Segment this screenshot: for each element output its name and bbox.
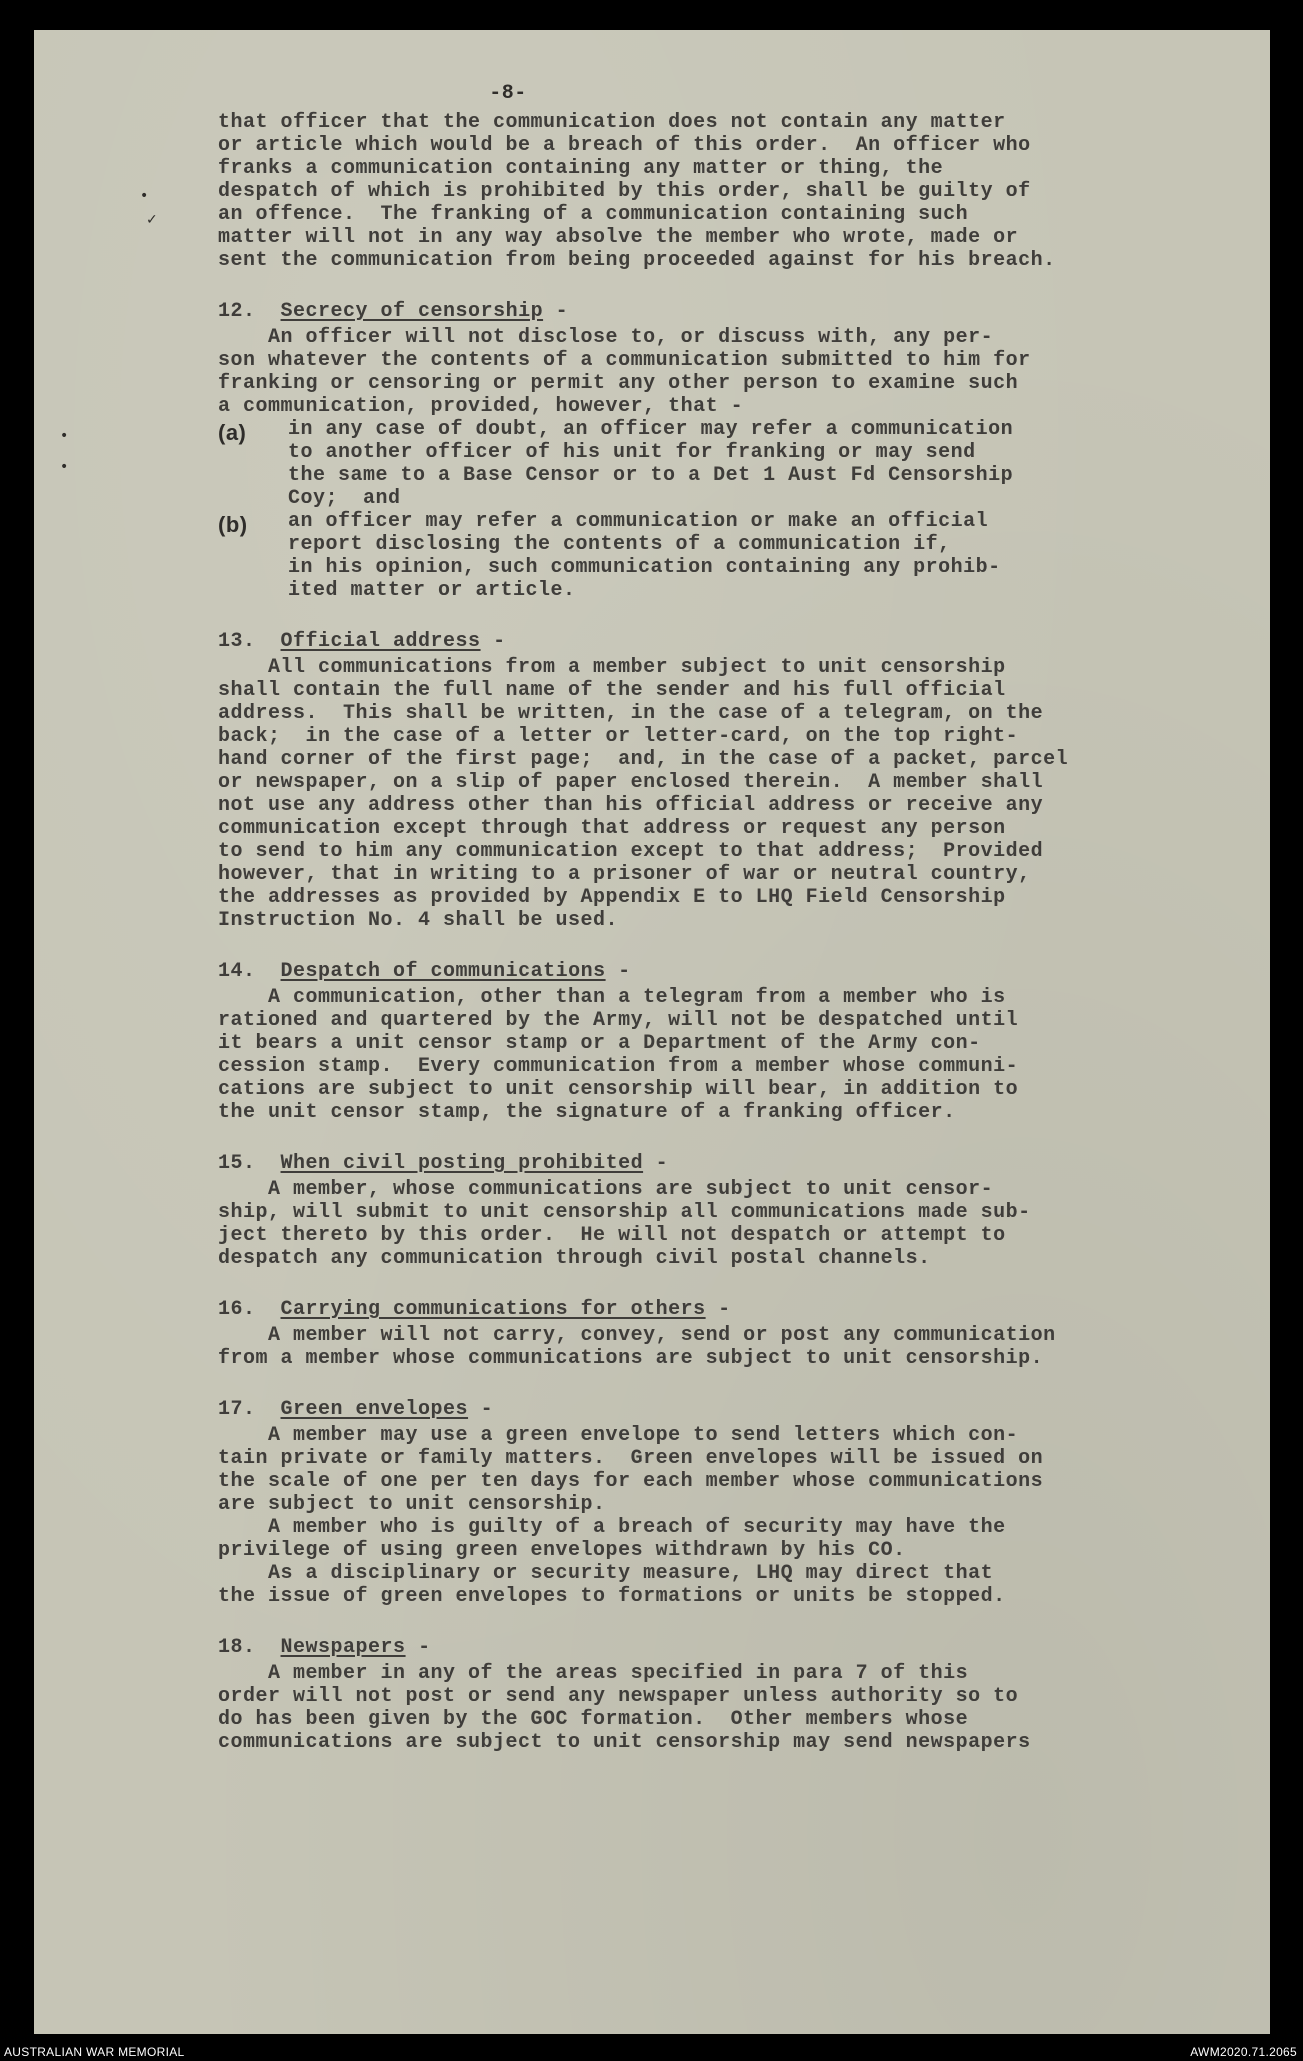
section-title-dash: - <box>405 1636 431 1659</box>
section-heading <box>218 960 1218 983</box>
text-line: ship, will submit to unit censorship all communications made sub- <box>218 1201 1031 1224</box>
section-number: 18. <box>218 1636 256 1659</box>
spacer <box>256 1636 281 1659</box>
spacer <box>256 960 281 983</box>
text-line: do has been given by the GOC formation. Other members whose <box>218 1708 969 1731</box>
section-title-dash: - <box>543 300 569 323</box>
text-line: franks a communication containing any matter or thing, the <box>218 157 944 180</box>
text-line: tain private or family matters. Green envelopes will be issued on <box>218 1447 1044 1470</box>
punch-hole-mark: • <box>60 428 69 444</box>
text-line: that officer that the communication does not contain any matter <box>218 111 1006 134</box>
text-line: son whatever the contents of a communication submitted to him for <box>218 349 1031 372</box>
text-line: the scale of one per ten days for each member whose communications <box>218 1470 1044 1493</box>
text-line: it bears a unit censor stamp or a Department of the Army con- <box>218 1032 981 1055</box>
text-line: the addresses as provided by Appendix E to LHQ Field Censorship <box>218 886 1006 909</box>
section-title-dash: - <box>468 1398 494 1421</box>
footer-reference: AWM2020.71.2065 <box>1190 2045 1297 2059</box>
section-title: Green envelopes <box>280 1398 469 1421</box>
section-title: Despatch of communications <box>280 960 606 983</box>
spacer <box>256 1152 281 1175</box>
text-line: A member will not carry, convey, send or post any communication <box>218 1324 1056 1347</box>
section-16 <box>218 1298 1218 1370</box>
text-line: franking or censoring or permit any other person to examine such <box>218 372 1019 395</box>
text-line: to send to him any communication except to that address; Provided <box>218 840 1044 863</box>
text-line: All communications from a member subject to unit censorship <box>218 656 1006 679</box>
section-title: Carrying communications for others <box>280 1298 706 1321</box>
text-line: an officer may refer a communication or make an official <box>288 510 989 533</box>
text-line: back; in the case of a letter or letter-card, on the top right- <box>218 725 1019 748</box>
text-line: A communication, other than a telegram from a member who is <box>218 986 1006 1009</box>
text-line: in any case of doubt, an officer may refer a communication <box>288 418 1014 441</box>
text-line: A member who is guilty of a breach of security may have the <box>218 1516 1006 1539</box>
text-line: A member may use a green envelope to send letters which con- <box>218 1424 1019 1447</box>
text-line: An officer will not disclose to, or discuss with, any per- <box>218 326 994 349</box>
sub-item <box>218 418 1218 510</box>
section-number: 15. <box>218 1152 256 1175</box>
section-15 <box>218 1152 1218 1270</box>
section-number: 13. <box>218 630 256 653</box>
text-line: report disclosing the contents of a communication if, <box>288 533 951 556</box>
section-17 <box>218 1398 1218 1608</box>
section-heading <box>218 300 1218 323</box>
text-line: an offence. The franking of a communication containing such <box>218 203 969 226</box>
section-title: Newspapers <box>280 1636 406 1659</box>
text-line: a communication, provided, however, that - <box>218 395 744 418</box>
section-title-dash: - <box>605 960 631 983</box>
section-heading <box>218 1298 1218 1321</box>
text-line: cession stamp. Every communication from a member whose communi- <box>218 1055 1019 1078</box>
section-number: 17. <box>218 1398 256 1421</box>
spacer <box>256 630 281 653</box>
text-line: cations are subject to unit censorship will bear, in addition to <box>218 1078 1019 1101</box>
sub-item-label: (b) <box>218 512 248 537</box>
punch-hole-mark: • <box>60 459 69 475</box>
sections-container <box>218 300 1218 1754</box>
section-heading <box>218 1636 1218 1659</box>
spacer <box>256 300 281 323</box>
text-line: not use any address other than his official address or receive any <box>218 794 1044 817</box>
text-line: address. This shall be written, in the case of a telegram, on the <box>218 702 1044 725</box>
text-line: sent the communication from being proceeded against for his breach. <box>218 249 1056 272</box>
text-line: despatch of which is prohibited by this order, shall be guilty of <box>218 180 1031 203</box>
page-number: -8- <box>489 82 527 105</box>
footer-bar <box>0 2044 1303 2061</box>
text-line: the unit censor stamp, the signature of a franking officer. <box>218 1101 956 1124</box>
section-heading <box>218 630 1218 653</box>
text-line: ited matter or article. <box>288 579 576 602</box>
sub-item <box>218 510 1218 602</box>
text-line: As a disciplinary or security measure, LHQ may direct that <box>218 1562 994 1585</box>
text-line: are subject to unit censorship. <box>218 1493 606 1516</box>
text-line: despatch any communication through civil postal channels. <box>218 1247 931 1270</box>
footer-credit: AUSTRALIAN WAR MEMORIAL <box>4 2045 185 2059</box>
section-number: 12. <box>218 300 256 323</box>
text-line: ject thereto by this order. He will not despatch or attempt to <box>218 1224 1006 1247</box>
intro-paragraph <box>218 111 1218 272</box>
section-heading <box>218 1398 1218 1421</box>
document-body <box>218 82 1218 1754</box>
section-heading <box>218 1152 1218 1175</box>
text-line: communications are subject to unit censorship may send newspapers <box>218 1731 1031 1754</box>
text-line: Coy; and <box>288 487 401 510</box>
punch-hole-mark: • <box>140 188 149 204</box>
text-line: matter will not in any way absolve the member who wrote, made or <box>218 226 1019 249</box>
section-title: When civil posting prohibited <box>280 1152 644 1175</box>
section-title: Official address <box>280 630 481 653</box>
text-line: A member in any of the areas specified in para 7 of this <box>218 1662 969 1685</box>
section-title-dash: - <box>643 1152 669 1175</box>
text-line: hand corner of the first page; and, in the case of a packet, parcel <box>218 748 1069 771</box>
text-line: to another officer of his unit for franking or may send <box>288 441 976 464</box>
section-number: 16. <box>218 1298 256 1321</box>
section-18 <box>218 1636 1218 1754</box>
text-line: in his opinion, such communication containing any prohib- <box>288 556 1001 579</box>
text-line: rationed and quartered by the Army, will not be despatched until <box>218 1009 1019 1032</box>
text-line: the issue of green envelopes to formations or units be stopped. <box>218 1585 1006 1608</box>
section-12 <box>218 300 1218 602</box>
spacer <box>256 1298 281 1321</box>
text-line: order will not post or send any newspaper unless authority so to <box>218 1685 1019 1708</box>
text-line: or article which would be a breach of this order. An officer who <box>218 134 1031 157</box>
text-line: the same to a Base Censor or to a Det 1 Aust Fd Censorship <box>288 464 1014 487</box>
tick-mark: ✓ <box>146 212 158 228</box>
text-line: communication except through that address or request any person <box>218 817 1006 840</box>
section-number: 14. <box>218 960 256 983</box>
text-line: or newspaper, on a slip of paper enclosed therein. A member shall <box>218 771 1044 794</box>
section-13 <box>218 630 1218 932</box>
text-line: A member, whose communications are subject to unit censor- <box>218 1178 994 1201</box>
section-title-dash: - <box>705 1298 731 1321</box>
section-title: Secrecy of censorship <box>280 300 544 323</box>
text-line: from a member whose communications are subject to unit censorship. <box>218 1347 1044 1370</box>
section-14 <box>218 960 1218 1124</box>
spacer <box>256 1398 281 1421</box>
text-line: Instruction No. 4 shall be used. <box>218 909 619 932</box>
section-title-dash: - <box>480 630 506 653</box>
text-line: however, that in writing to a prisoner of war or neutral country, <box>218 863 1031 886</box>
text-line: shall contain the full name of the sender and his full official <box>218 679 1006 702</box>
sub-item-label: (a) <box>218 420 247 445</box>
text-line: privilege of using green envelopes withdrawn by his CO. <box>218 1539 906 1562</box>
